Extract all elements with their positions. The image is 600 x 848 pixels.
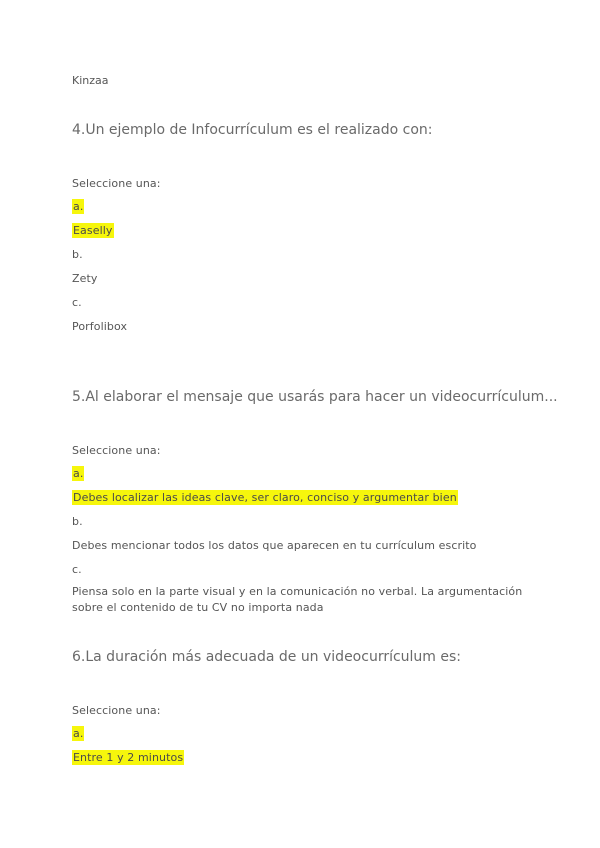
question-4-option-b-letter: b. [72,248,83,261]
highlight: a. [73,200,84,213]
question-5-option-a-text [72,491,458,504]
question-4-prompt: Seleccione una: [72,177,161,190]
question-4-option-c-text: Porfolibox [72,320,128,333]
highlight: Easelly [73,224,113,237]
question-5-option-a-letter [72,467,84,480]
question-4-option-a-letter [72,200,84,213]
question-5-title: 5.Al elaborar el mensaje que usarás para hacer un videocurrículum... [72,389,558,405]
question-6-title: 6.La duración más adecuada de un videocurrículum es: [72,649,462,665]
author-name: Kinzaa [72,74,109,87]
question-4-option-b-text: Zety [72,272,98,285]
highlight: Entre 1 y 2 minutos [73,751,184,764]
question-6-option-a-text [72,751,184,764]
highlight: a. [73,727,84,740]
highlight: Debes localizar las ideas clave, ser claro, conciso y argumentar bien [73,491,457,504]
question-6-option-a-letter [72,727,84,740]
question-4-title: 4.Un ejemplo de Infocurrículum es el realizado con: [72,122,433,138]
highlight: a. [73,467,84,480]
question-5-option-c-letter: c. [72,563,82,576]
question-5-prompt: Seleccione una: [72,444,161,457]
question-5-option-b-letter: b. [72,515,83,528]
question-4-option-a-text [72,224,114,237]
question-5-option-b-text: Debes mencionar todos los datos que aparecen en tu currículum escrito [72,539,477,552]
question-4-option-c-letter: c. [72,296,82,309]
question-5-option-c-text: Piensa solo en la parte visual y en la comunicación no verbal. La argumentación sobre el contenido de tu CV no importa nada [72,585,523,614]
question-6-prompt: Seleccione una: [72,704,161,717]
